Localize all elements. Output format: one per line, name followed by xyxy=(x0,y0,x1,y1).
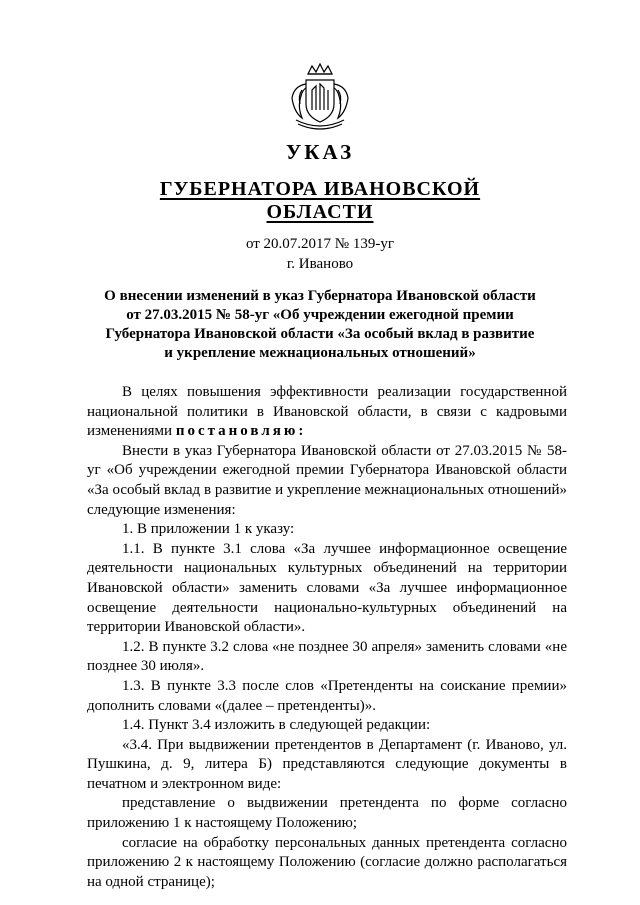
document-title: УКАЗ xyxy=(285,140,355,164)
document-body xyxy=(87,383,567,892)
body-paragraph: 1.1. В пункте 3.1 слова «За лучшее информационное освещение деятельности национальных культурных объединений на территории Ивановской области» заменить словами «За лучшее информационное освещение деятельности национально-культурных объединений на территории Ивановской области». xyxy=(87,540,567,636)
document-city: г. Иваново xyxy=(286,256,354,272)
document-date-number: от 20.07.2017 № 139-уг xyxy=(245,236,395,252)
body-paragraph: «3.4. При выдвижении претендентов в Департамент (г. Иваново, ул. Пушкина, д. 9, литера Б) представляются следующие документы в печатном и электронном виде: xyxy=(87,736,567,792)
decree-word: постановляю: xyxy=(175,423,307,440)
body-paragraph: представление о выдвижении претендента по форме согласно приложению 1 к настоящему Положению; xyxy=(87,795,567,832)
body-paragraph: согласие на обработку персональных данных претендента согласно приложению 2 к настоящему Положению (согласие должно располагаться на одной странице); xyxy=(87,834,567,890)
document-issuer: ГУБЕРНАТОРА ИВАНОВСКОЙ ОБЛАСТИ xyxy=(159,178,481,223)
body-paragraph: 1.3. В пункте 3.3 после слов «Претенденты на соискание премии» дополнить словами «(далее – претенденты)». xyxy=(87,677,567,714)
document-heading: О внесении изменений в указ Губернатора Ивановской области от 27.03.2015 № 58-уг «Об учреждении ежегодной премии Губернатора Ивановской области «За особый вклад в развитие и укрепление межнациональных отношений» xyxy=(104,288,536,361)
intro-text: В целях повышения эффективности реализации государственной национальной политики в Ивановской области, в связи с кадровыми изменениями xyxy=(87,384,567,440)
coat-of-arms-emblem xyxy=(288,60,352,130)
body-paragraph: 1.2. В пункте 3.2 слова «не позднее 30 апреля» заменить словами «не позднее 30 июля». xyxy=(87,638,567,675)
body-paragraph: 1. В приложении 1 к указу: xyxy=(122,521,295,538)
body-paragraph: Внести в указ Губернатора Ивановской области от 27.03.2015 № 58-уг «Об учреждении ежегодной премии Губернатора Ивановской области «За особый вклад в развитие и укрепление межнациональных отношений» следующие изменения: xyxy=(87,442,567,518)
intro-paragraph xyxy=(87,383,567,442)
body-paragraph: 1.4. Пункт 3.4 изложить в следующей редакции: xyxy=(122,717,431,734)
